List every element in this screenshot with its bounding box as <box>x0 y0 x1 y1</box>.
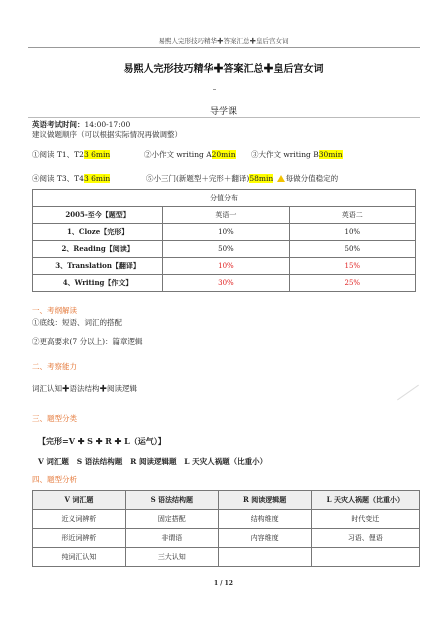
decorative-stroke <box>397 385 419 401</box>
table-cell: 2、Reading【阅读】 <box>33 241 163 258</box>
table-cell: 习语、俚语 <box>311 529 419 548</box>
table-header: V 词汇题 <box>33 491 126 510</box>
order-item-3 <box>251 150 343 160</box>
table-cell: 10% <box>289 224 415 241</box>
table-cell: 30% <box>163 275 289 292</box>
formula: 【完形=V ✚ S ✚ R ✚ L（运气）】 <box>38 436 166 446</box>
table-row <box>33 275 416 292</box>
table-header: 2005-至今【题型】 <box>33 207 163 224</box>
suggest-order-text: 建议做题顺序（可以根据实际情况再做调整） <box>32 130 182 139</box>
table-cell <box>218 548 311 567</box>
order-item-5-time: 58min <box>249 174 274 183</box>
order-item-1-time: 3 6min <box>83 150 111 159</box>
table-row <box>33 258 416 275</box>
section-subtitle: 导学课 <box>209 107 237 117</box>
section-2-title: 二、考察能力 <box>32 362 77 371</box>
order-item-5-text: ⑤小三门(新题型＋完形＋翻译) <box>146 174 250 183</box>
table-row <box>33 241 416 258</box>
table-cell: 25% <box>289 275 415 292</box>
document-title: 易熙人完形技巧精华✚答案汇总✚皇后宫女词 <box>123 64 324 75</box>
section-1-title: 一、考纲解读 <box>32 306 77 315</box>
section-3-title: 三、题型分类 <box>32 414 77 423</box>
header-rule <box>28 47 420 48</box>
table-header: 英语二 <box>289 207 415 224</box>
question-type-table <box>32 490 420 567</box>
table-cell: 1、Cloze【完形】 <box>33 224 163 241</box>
table-cell: 15% <box>289 258 415 275</box>
page-number: 1 / 12 <box>214 580 233 587</box>
order-item-3-text: ③大作文 writing B <box>251 150 319 159</box>
table-cell: 10% <box>163 224 289 241</box>
order-item-4-time: 3 6min <box>83 174 111 183</box>
order-item-5 <box>146 174 338 184</box>
exam-time-value: 14:00-17:00 <box>84 120 131 129</box>
table-row <box>33 224 416 241</box>
table-header: S 语法结构题 <box>125 491 218 510</box>
table-header: 英语一 <box>163 207 289 224</box>
order-note: 每做分值稳定的 <box>285 174 339 183</box>
table-cell: 纯词汇认知 <box>33 548 126 567</box>
order-item-2 <box>144 150 236 160</box>
order-item-4-text: ④阅读 T3、T4 <box>32 174 84 183</box>
section-1-line-2: ②更高要求(7 分以上)：篇章逻辑 <box>32 337 143 346</box>
table-cell: 50% <box>289 241 415 258</box>
table-cell: 50% <box>163 241 289 258</box>
subtitle-rule <box>28 117 420 118</box>
order-item-1 <box>32 150 110 160</box>
table-cell: 形近词辨析 <box>33 529 126 548</box>
table-header: L 天灾人祸题（比重小） <box>311 491 419 510</box>
table-cell: 三大认知 <box>125 548 218 567</box>
table-header: R 阅读逻辑题 <box>218 491 311 510</box>
table-cell: 时代变迁 <box>311 510 419 529</box>
section-2-line: 词汇认知✚语法结构✚阅读逻辑 <box>32 384 137 393</box>
exam-time-label: 英语考试时间： <box>32 120 85 129</box>
order-item-2-time: 20min <box>211 150 236 159</box>
table-cell: 10% <box>163 258 289 275</box>
table-cell: 近义词辨析 <box>33 510 126 529</box>
table-caption: 分值分布 <box>33 190 416 207</box>
page-header: 易熙人完形技巧精华✚答案汇总✚皇后宫女词 <box>158 37 289 45</box>
table-cell: 非谓语 <box>125 529 218 548</box>
table-cell: 固定搭配 <box>125 510 218 529</box>
section-4-title: 四、题型分析 <box>32 475 77 484</box>
exam-time-line <box>32 120 130 130</box>
warning-icon <box>277 175 285 182</box>
table-cell <box>311 548 419 567</box>
section-1-line-1: ①底线：短语、词汇的搭配 <box>32 318 122 327</box>
divider-mark <box>213 89 216 90</box>
table-row <box>33 510 420 529</box>
table-cell: 4、Writing【作文】 <box>33 275 163 292</box>
table-cell: 内容维度 <box>218 529 311 548</box>
table-row <box>33 529 420 548</box>
score-distribution-table <box>32 189 416 292</box>
order-item-2-text: ②小作文 writing A <box>144 150 212 159</box>
order-item-4 <box>32 174 110 184</box>
order-item-3-time: 30min <box>318 150 343 159</box>
category-list: V 词汇题 S 语法结构题 R 阅读逻辑题 L 天灾人祸题（比重小） <box>38 457 268 466</box>
table-cell: 3、Translation【翻译】 <box>33 258 163 275</box>
order-item-1-text: ①阅读 T1、T2 <box>32 150 84 159</box>
table-row <box>33 548 420 567</box>
table-cell: 结构维度 <box>218 510 311 529</box>
